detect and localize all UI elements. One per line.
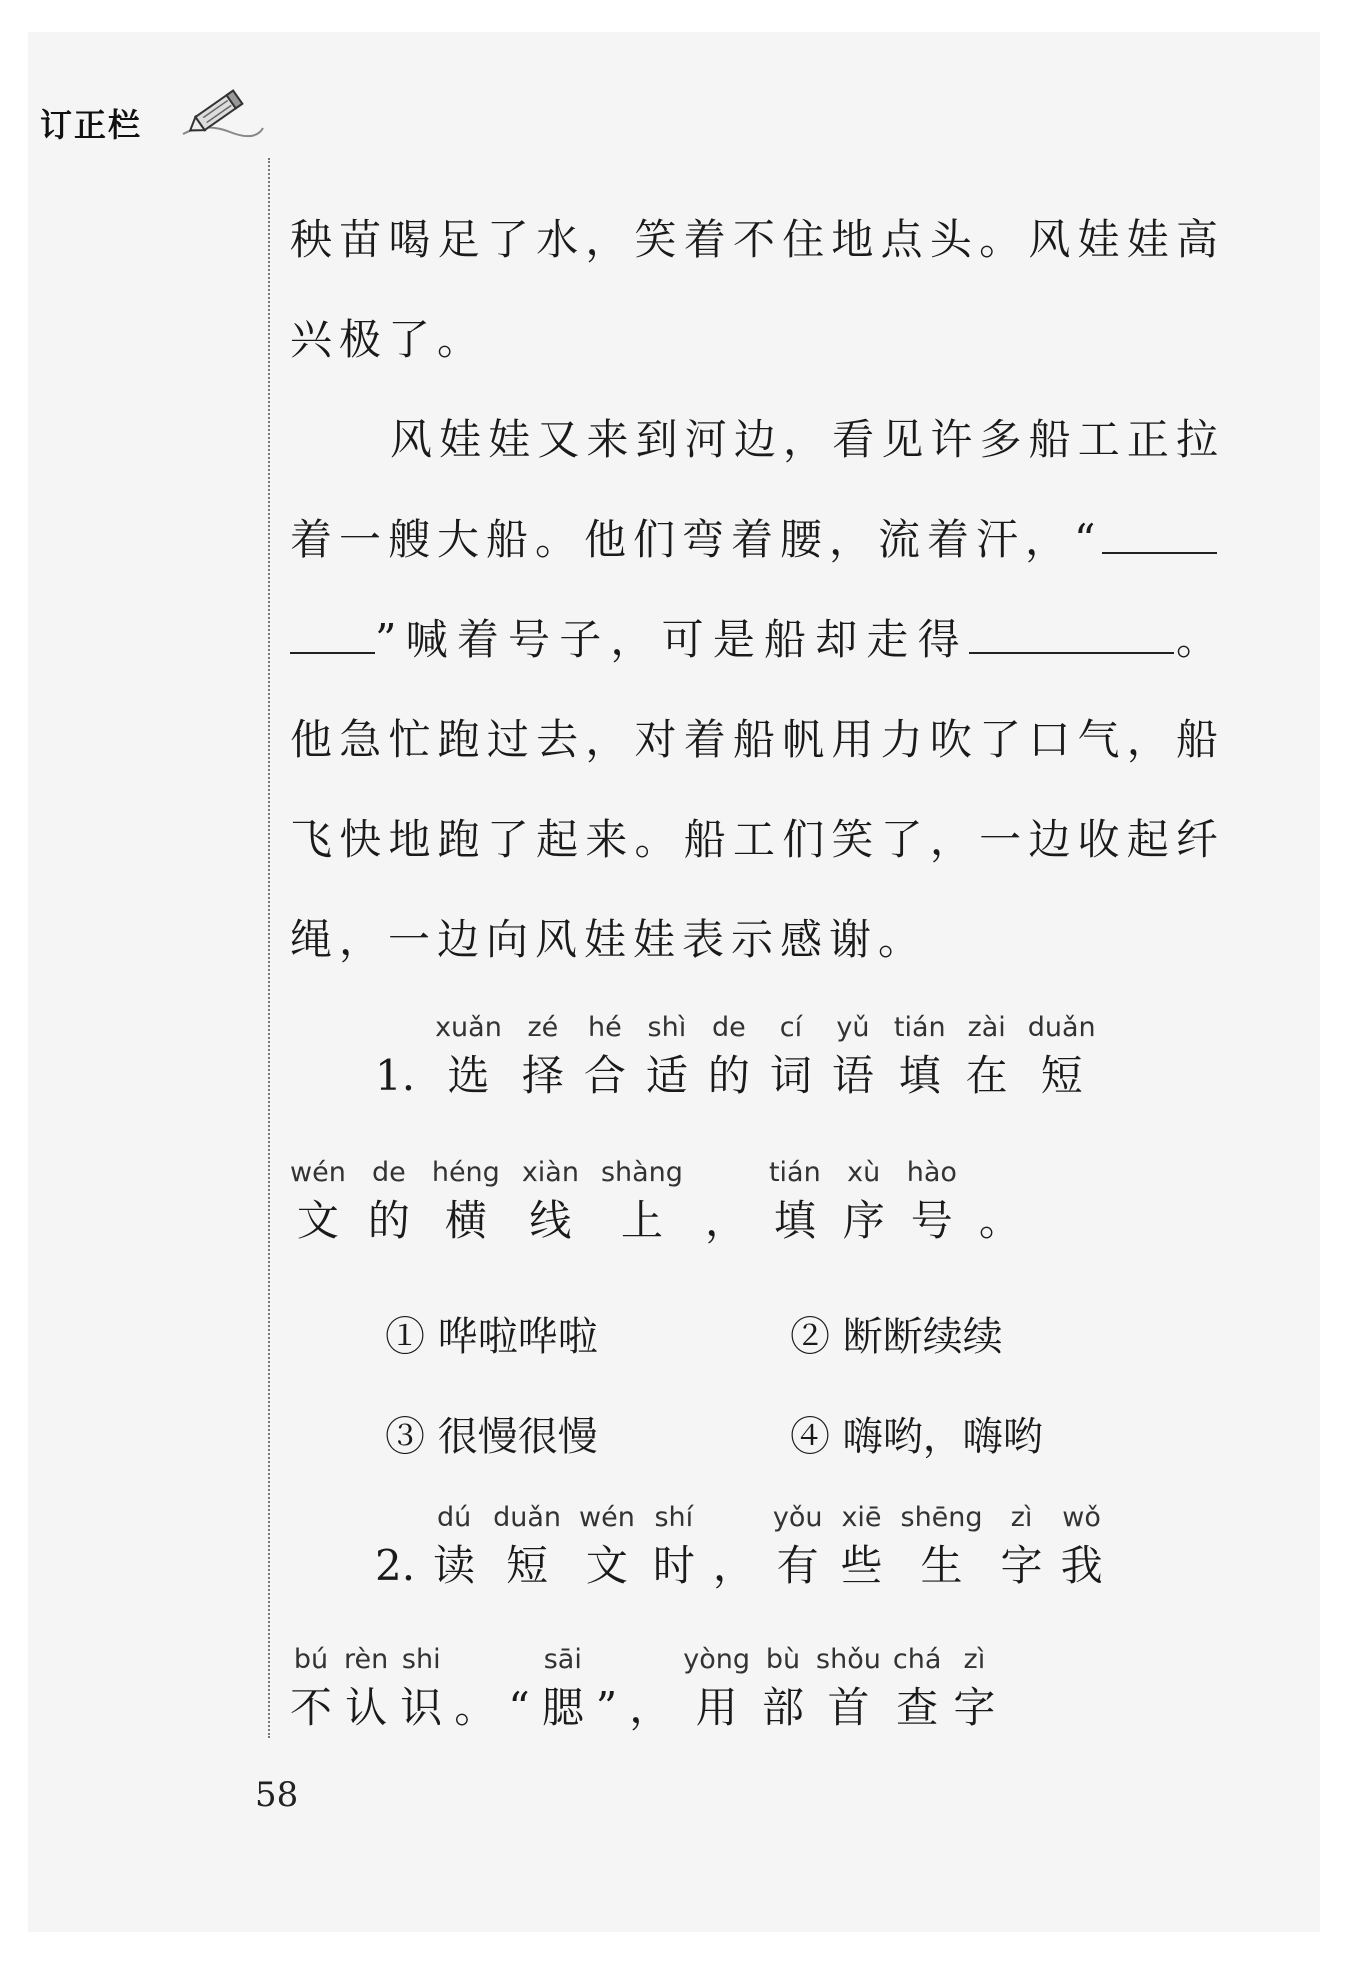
- story-passage: [290, 190, 1225, 990]
- pinyin: bù: [765, 1644, 801, 1675]
- q2-line2-char-9: [762, 1642, 804, 1738]
- hanzi: 择: [521, 1051, 564, 1100]
- pinyin: dú: [436, 1502, 472, 1533]
- answer-blank-1-cont[interactable]: [290, 651, 375, 654]
- q2-line1-char-7: [840, 1500, 882, 1596]
- pinyin: yǔ: [836, 1012, 870, 1043]
- pinyin: tián: [893, 1012, 946, 1043]
- hanzi: 语: [831, 1051, 874, 1100]
- pinyin: wén: [290, 1157, 346, 1188]
- hanzi: 1.: [375, 1051, 416, 1100]
- hanzi: 字: [1000, 1541, 1043, 1590]
- correction-column-title: 订正栏: [40, 106, 143, 144]
- hanzi: 文: [585, 1541, 628, 1590]
- option-3: ③ 很慢很慢: [385, 1414, 598, 1460]
- pinyin: rèn: [344, 1644, 389, 1675]
- q1-line2-char-4: [601, 1155, 683, 1251]
- pinyin: duǎn: [1027, 1012, 1096, 1043]
- answer-blank-1[interactable]: [1102, 551, 1217, 554]
- pinyin: zì: [963, 1644, 986, 1675]
- q2-line1-char-10: [1061, 1500, 1103, 1596]
- pinyin: héng: [431, 1157, 500, 1188]
- q1-line1-char-6: [770, 1010, 812, 1106]
- q2-line1-char-0: [375, 1500, 415, 1596]
- pinyin: shi: [401, 1644, 441, 1675]
- q1-line2-char-8: [907, 1155, 957, 1251]
- hanzi: 2.: [375, 1541, 416, 1590]
- pinyin: wén: [579, 1502, 635, 1533]
- pinyin: duǎn: [493, 1502, 562, 1533]
- hanzi: 的: [367, 1196, 410, 1245]
- pinyin: zài: [967, 1012, 1006, 1043]
- pinyin: sāi: [543, 1644, 582, 1675]
- q2-line2-char-3: [454, 1642, 496, 1738]
- question-1-line-2: [290, 1155, 1225, 1251]
- pinyin: tián: [768, 1157, 821, 1188]
- q1-line2-char-0: [290, 1155, 346, 1251]
- pinyin: hào: [906, 1157, 957, 1188]
- q2-line2-char-6: [596, 1642, 617, 1738]
- q1-line1-char-8: [894, 1010, 946, 1106]
- q2-line1-char-8: [901, 1500, 983, 1596]
- q2-line2-char-1: [344, 1642, 388, 1738]
- q2-line2-char-4: [508, 1642, 529, 1738]
- hanzi: 在: [965, 1051, 1008, 1100]
- answer-blank-2[interactable]: [969, 651, 1174, 654]
- hanzi: 短: [506, 1541, 549, 1590]
- option-1: ① 哗啦哗啦: [385, 1314, 598, 1360]
- hanzi: ，: [704, 1196, 747, 1245]
- hanzi: 线: [529, 1196, 572, 1245]
- hanzi: 词: [769, 1051, 812, 1100]
- hanzi: 横: [444, 1196, 487, 1245]
- q2-line1-char-9: [1001, 1500, 1043, 1596]
- hanzi: 适: [645, 1051, 688, 1100]
- page-number: 58: [255, 1775, 299, 1815]
- q1-line1-char-2: [522, 1010, 564, 1106]
- pinyin: cí: [779, 1012, 803, 1043]
- hanzi: ”: [595, 1683, 618, 1732]
- question-1-line-1: [290, 1010, 1225, 1106]
- q2-line2-char-10: [816, 1642, 881, 1738]
- q2-line2-char-2: [400, 1642, 442, 1738]
- pinyin: zì: [1010, 1502, 1033, 1533]
- q1-line1-char-0: [375, 1010, 415, 1106]
- question-2-line-2: [290, 1642, 1225, 1738]
- hanzi: 生: [920, 1541, 963, 1590]
- hanzi: 识: [400, 1683, 443, 1732]
- hanzi: 部: [762, 1683, 805, 1732]
- pinyin: shǒu: [816, 1644, 881, 1675]
- q1-line2-char-9: [979, 1155, 1021, 1251]
- q2-line1-char-3: [579, 1500, 635, 1596]
- question-2-line-1: [290, 1500, 1225, 1596]
- pinyin: de: [712, 1012, 746, 1043]
- option-2: ② 断断续续: [790, 1314, 1003, 1360]
- pinyin: shí: [654, 1502, 694, 1533]
- hanzi: ，: [712, 1541, 755, 1590]
- hanzi: 不: [290, 1683, 333, 1732]
- margin-divider: [268, 158, 270, 1738]
- q1-line2-char-6: [769, 1155, 821, 1251]
- q1-line2-char-5: [705, 1155, 747, 1251]
- hanzi: 。: [978, 1196, 1021, 1245]
- q2-line1-char-1: [433, 1500, 475, 1596]
- pinyin: yǒu: [772, 1502, 823, 1533]
- q2-line2-char-5: [542, 1642, 584, 1738]
- pinyin: hé: [587, 1012, 622, 1043]
- hanzi: 时: [652, 1541, 695, 1590]
- q2-line1-char-2: [493, 1500, 561, 1596]
- pinyin: shàng: [600, 1157, 683, 1188]
- pinyin: bú: [293, 1644, 329, 1675]
- q1-line1-char-1: [435, 1010, 502, 1106]
- pinyin: zé: [527, 1012, 559, 1043]
- pencil-icon: [175, 82, 265, 144]
- hanzi: 文: [296, 1196, 339, 1245]
- story-paragraph-1: 秧苗喝足了水，笑着不住地点头。风娃娃高兴极了。: [290, 215, 1225, 364]
- pinyin: de: [371, 1157, 406, 1188]
- q2-line2-char-0: [290, 1642, 332, 1738]
- q1-line2-char-1: [368, 1155, 410, 1251]
- q1-line1-char-3: [584, 1010, 626, 1106]
- hanzi: 序: [842, 1196, 885, 1245]
- q1-line1-char-9: [966, 1010, 1008, 1106]
- hanzi: “: [508, 1683, 530, 1732]
- story-paragraph-2: 风娃娃又来到河边，看见许多船工正拉着一艘大船。他们弯着腰，流着汗，“ ”喊着号子，可是船却走得 。他急忙跑过去，对着船帆用力吹了口气，船飞快地跑了起来。船工们笑了，一边收起纤绳，一边向风娃娃表示感谢。: [290, 415, 1225, 964]
- q1-line1-char-4: [646, 1010, 688, 1106]
- hanzi: 腮: [541, 1683, 584, 1732]
- pinyin: chá: [892, 1644, 942, 1675]
- hanzi: 选: [447, 1051, 490, 1100]
- hanzi: 合: [583, 1051, 626, 1100]
- pinyin: yòng: [683, 1644, 751, 1675]
- pinyin: xuǎn: [435, 1012, 502, 1043]
- q1-line1-char-5: [708, 1010, 750, 1106]
- pinyin: shì: [647, 1012, 687, 1043]
- hanzi: 的: [707, 1051, 750, 1100]
- q1-line2-char-7: [843, 1155, 885, 1251]
- hanzi: 。: [454, 1683, 497, 1732]
- pinyin: xù: [847, 1157, 881, 1188]
- hanzi: 用: [695, 1683, 738, 1732]
- q2-line1-char-5: [713, 1500, 755, 1596]
- hanzi: 短: [1040, 1051, 1083, 1100]
- hanzi: 查: [896, 1683, 939, 1732]
- hanzi: 首: [827, 1683, 870, 1732]
- hanzi: 读: [433, 1541, 476, 1590]
- pinyin: xiàn: [521, 1157, 579, 1188]
- pinyin: xiē: [841, 1502, 882, 1533]
- q2-line2-char-11: [893, 1642, 942, 1738]
- hanzi: 字: [953, 1683, 996, 1732]
- hanzi: 有: [776, 1541, 819, 1590]
- hanzi: 填: [898, 1051, 941, 1100]
- hanzi: 我: [1060, 1541, 1103, 1590]
- option-4: ④ 嗨哟，嗨哟: [790, 1414, 1043, 1460]
- pinyin: wǒ: [1062, 1502, 1101, 1533]
- q2-line2-char-12: [953, 1642, 995, 1738]
- hanzi: 认: [345, 1683, 388, 1732]
- hanzi: 上: [620, 1196, 663, 1245]
- q2-line1-char-4: [653, 1500, 695, 1596]
- hanzi: 些: [840, 1541, 883, 1590]
- q1-line2-char-2: [432, 1155, 500, 1251]
- q2-line2-char-7: [629, 1642, 671, 1738]
- q1-line1-char-7: [832, 1010, 874, 1106]
- hanzi: ，: [629, 1683, 672, 1732]
- q2-line2-char-8: [683, 1642, 750, 1738]
- hanzi: 号: [910, 1196, 953, 1245]
- q1-line1-char-10: [1028, 1010, 1096, 1106]
- hanzi: 填: [773, 1196, 816, 1245]
- q1-line2-char-3: [522, 1155, 579, 1251]
- pinyin: shēng: [900, 1502, 983, 1533]
- q2-line1-char-6: [773, 1500, 823, 1596]
